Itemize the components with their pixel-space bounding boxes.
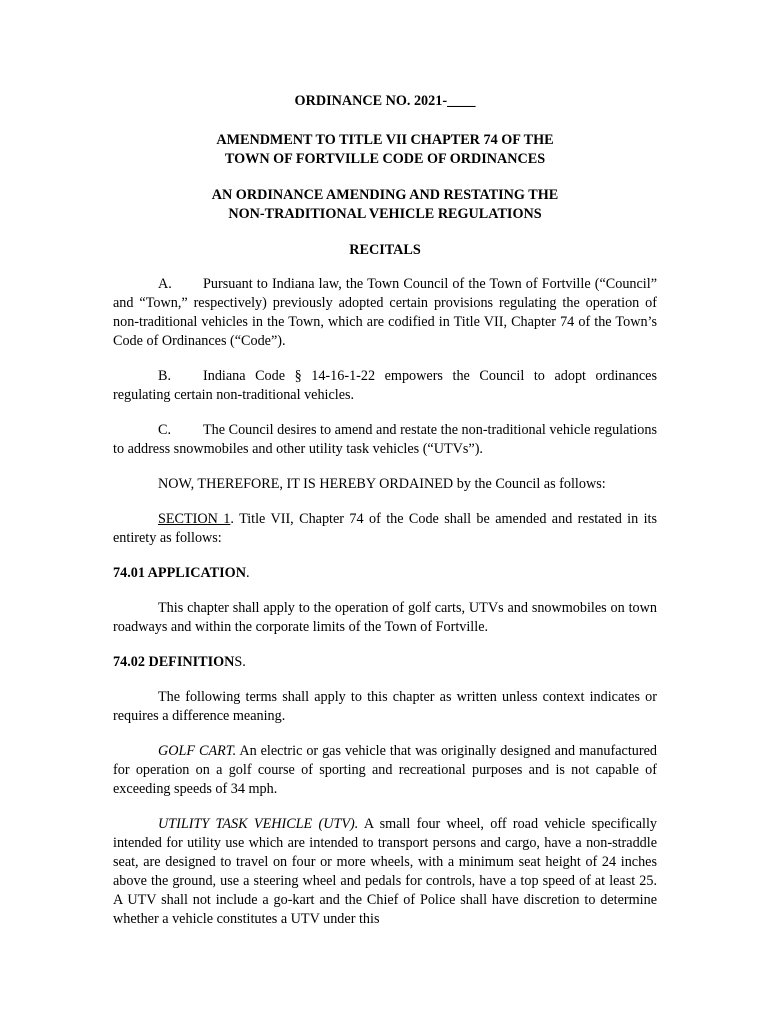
golf-cart-term: GOLF CART.: [158, 743, 237, 759]
section-7402-heading-text: 74.02 DEFINITION: [113, 654, 235, 670]
section-7402-heading-tail: S.: [234, 654, 246, 670]
ordinance-number: ORDINANCE NO. 2021-____: [294, 93, 476, 109]
golf-cart-text: An electric or gas vehicle that was originally designed and manufactured for operation on a golf course of sporting and recreational purposes and is not capable of exceeding speeds of 34 mph.: [113, 743, 657, 797]
recital-c: [113, 421, 657, 459]
amendment-title-line-1: AMENDMENT TO TITLE VII CHAPTER 74 OF THE: [216, 132, 554, 148]
section-1-text: . Title VII, Chapter 74 of the Code shall be amended and restated in its entirety as follows:: [113, 511, 657, 546]
section-1-label: SECTION 1: [158, 511, 231, 527]
recital-b-label: B.: [158, 368, 172, 384]
section-7402-intro: The following terms shall apply to this chapter as written unless context indicates or requires a difference meaning.: [113, 689, 657, 724]
golf-cart-definition: [113, 742, 657, 799]
section-7401-heading-text: 74.01 APPLICATION: [113, 565, 246, 581]
section-7401-heading: [113, 564, 657, 583]
section-7401-heading-tail: .: [245, 565, 250, 581]
section-7401-text: This chapter shall apply to the operation of golf carts, UTVs and snowmobiles on town roadways and within the corporate limits of the Town of Fortville.: [113, 600, 657, 635]
recital-c-text: The Council desires to amend and restate the non-traditional vehicle regulations to address snowmobiles and other utility task vehicles (“UTVs”).: [113, 422, 657, 457]
purpose-title-line-1: AN ORDINANCE AMENDING AND RESTATING THE: [211, 187, 559, 203]
section-1: [113, 510, 657, 548]
utv-definition: [113, 815, 657, 929]
recital-a: [113, 275, 657, 351]
amendment-title-line-2: TOWN OF FORTVILLE CODE OF ORDINANCES: [224, 151, 546, 167]
recital-a-text: Pursuant to Indiana law, the Town Council of the Town of Fortville (“Council” and “Town,” respectively) previously adopted certain provisions regulating the operation of non-traditional vehicles in the Town, which are codified in Title VII, Chapter 74 of the Town’s Code of Ordinances (“Code”).: [113, 276, 657, 349]
recital-a-label: A.: [158, 276, 172, 292]
recitals-heading: RECITALS: [349, 242, 421, 258]
utv-term: UTILITY TASK VEHICLE (UTV).: [158, 816, 359, 832]
recital-b-text: Indiana Code § 14-16-1-22 empowers the Council to adopt ordinances regulating certain non-traditional vehicles.: [113, 368, 657, 403]
utv-text: A small four wheel, off road vehicle specifically intended for utility use which are intended to transport persons and cargo, have a non-straddle seat, are designed to travel on four or more wheels, with a minimum seat height of 24 inches above the ground, use a steering wheel and pedals for controls, have a top speed of at least 25. A UTV shall not include a go-kart and the Chief of Police shall have discretion to determine whether a vehicle constitutes a UTV under this: [113, 816, 658, 927]
section-7402-heading: [113, 653, 657, 672]
recital-b: [113, 367, 657, 405]
ordained-clause: NOW, THEREFORE, IT IS HEREBY ORDAINED by the Council as follows:: [158, 476, 606, 492]
purpose-title-line-2: NON-TRADITIONAL VEHICLE REGULATIONS: [228, 206, 542, 222]
recital-c-label: C.: [158, 422, 172, 438]
